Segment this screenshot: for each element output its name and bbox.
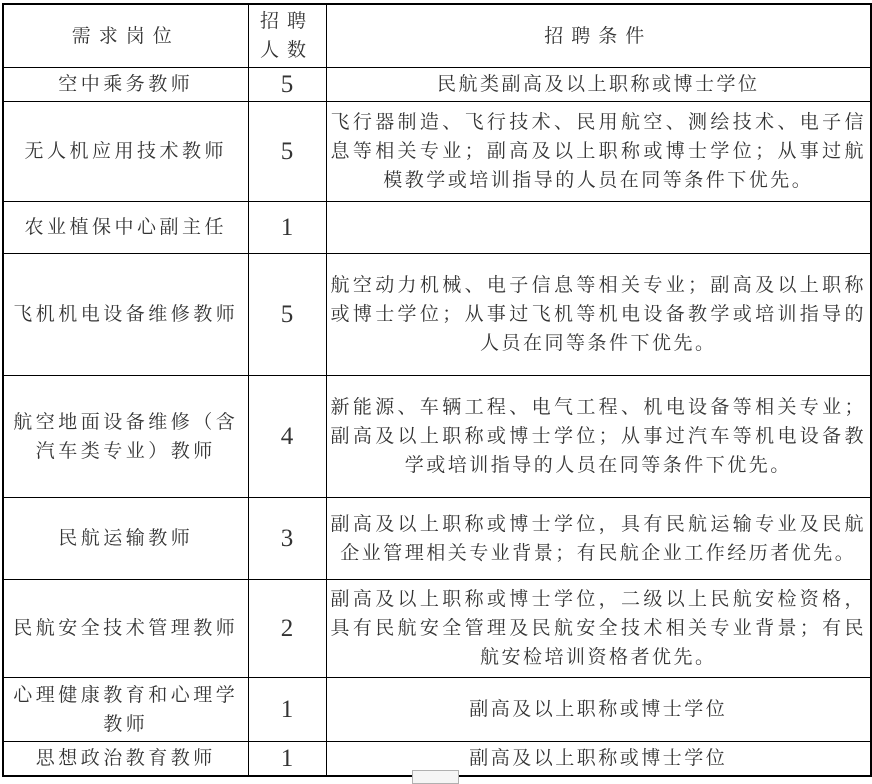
- requirements-cell: 副高及以上职称或博士学位，二级以上民航安检资格，具有民航安全管理及民航安全技术相关专业背景；有民航安检培训资格者优先。: [326, 580, 871, 678]
- table-row: [3, 376, 871, 498]
- count-cell: 1: [248, 202, 326, 254]
- requirements-cell: 新能源、车辆工程、电气工程、机电设备等相关专业；副高及以上职称或博士学位；从事过汽车等机电设备教学或培训指导的人员在同等条件下优先。: [326, 376, 871, 498]
- count-cell: 1: [248, 678, 326, 742]
- table-body: [3, 68, 871, 777]
- requirements-cell: 副高及以上职称或博士学位: [326, 742, 871, 777]
- count-cell: 5: [248, 102, 326, 202]
- count-cell: 2: [248, 580, 326, 678]
- requirements-cell: [326, 202, 871, 254]
- requirements-cell: 民航类副高及以上职称或博士学位: [326, 68, 871, 102]
- partial-gray-box: [412, 770, 459, 784]
- position-cell: 空中乘务教师: [3, 68, 248, 102]
- table-row: [3, 580, 871, 678]
- table-row: [3, 498, 871, 580]
- count-cell: 3: [248, 498, 326, 580]
- count-cell: 5: [248, 254, 326, 376]
- position-cell: 心理健康教育和心理学教师: [3, 678, 248, 742]
- recruitment-table: [2, 3, 872, 777]
- position-cell: 民航运输教师: [3, 498, 248, 580]
- position-cell: 航空地面设备维修（含汽车类专业）教师: [3, 376, 248, 498]
- requirements-cell: 飞行器制造、飞行技术、民用航空、测绘技术、电子信息等相关专业；副高及以上职称或博士学位；从事过航模教学或培训指导的人员在同等条件下优先。: [326, 102, 871, 202]
- requirements-cell: 航空动力机械、电子信息等相关专业；副高及以上职称或博士学位；从事过飞机等机电设备教学或培训指导的人员在同等条件下优先。: [326, 254, 871, 376]
- requirements-cell: 副高及以上职称或博士学位: [326, 678, 871, 742]
- requirements-cell: 副高及以上职称或博士学位，具有民航运输专业及民航企业管理相关专业背景；有民航企业工作经历者优先。: [326, 498, 871, 580]
- count-cell: 5: [248, 68, 326, 102]
- count-cell: 4: [248, 376, 326, 498]
- header-position: 需求岗位: [3, 4, 248, 68]
- position-cell: 农业植保中心副主任: [3, 202, 248, 254]
- position-cell: 民航安全技术管理教师: [3, 580, 248, 678]
- header-count: 招聘人数: [248, 4, 326, 68]
- count-cell: 1: [248, 742, 326, 777]
- table-row: [3, 254, 871, 376]
- header-row: [3, 4, 871, 68]
- header-requirements: 招聘条件: [326, 4, 871, 68]
- position-cell: 无人机应用技术教师: [3, 102, 248, 202]
- position-cell: 飞机机电设备维修教师: [3, 254, 248, 376]
- table-row: [3, 202, 871, 254]
- table-row: [3, 678, 871, 742]
- table-header: [3, 4, 871, 68]
- table-row: [3, 68, 871, 102]
- position-cell: 思想政治教育教师: [3, 742, 248, 777]
- table-row: [3, 102, 871, 202]
